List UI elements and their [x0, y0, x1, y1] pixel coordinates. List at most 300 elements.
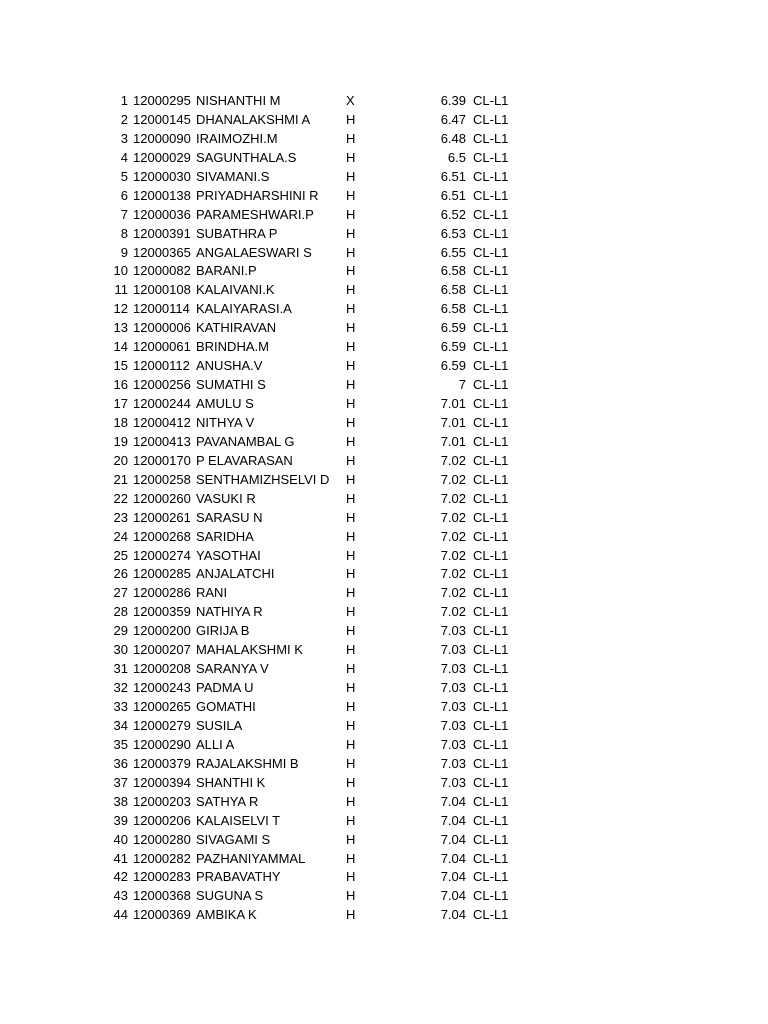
id-cell: 12000207: [133, 642, 191, 658]
score-cell: 7.04: [440, 793, 466, 809]
id-cell: 12000256: [133, 377, 191, 393]
serial-number-cell: 11: [114, 282, 128, 298]
level-cell: CL-L1: [473, 831, 509, 847]
score-cell: 7.02: [440, 528, 466, 544]
id-cell: 12000268: [133, 528, 191, 544]
serial-number-cell: 19: [113, 433, 128, 449]
category-cell: H: [346, 130, 356, 146]
name-cell: SARIDHA: [196, 528, 254, 544]
level-cell: CL-L1: [473, 358, 509, 374]
id-cell: 12000036: [133, 206, 191, 222]
score-cell: 7.01: [440, 414, 466, 430]
table-row: [0, 793, 768, 812]
level-cell: CL-L1: [473, 168, 509, 184]
level-cell: CL-L1: [473, 604, 509, 620]
category-cell: H: [346, 433, 356, 449]
serial-number-cell: 1: [120, 93, 128, 108]
category-cell: H: [346, 831, 356, 847]
level-cell: CL-L1: [473, 471, 509, 487]
category-cell: H: [346, 812, 356, 828]
score-cell: 7.04: [440, 831, 466, 847]
table-row: [0, 755, 768, 774]
category-cell: H: [346, 717, 356, 733]
level-cell: CL-L1: [473, 225, 509, 241]
category-cell: H: [346, 490, 356, 506]
table-row: [0, 319, 768, 338]
serial-number-cell: 42: [113, 869, 128, 885]
name-cell: SUBATHRA P: [196, 225, 278, 241]
id-cell: 12000258: [133, 471, 191, 487]
level-cell: CL-L1: [473, 396, 509, 411]
level-cell: CL-L1: [473, 377, 509, 393]
score-cell: 7.03: [440, 661, 466, 677]
id-cell: 12000261: [133, 509, 191, 525]
level-cell: CL-L1: [473, 774, 509, 790]
serial-number-cell: 2: [120, 111, 128, 127]
serial-number-cell: 9: [120, 244, 128, 260]
score-cell: 6.39: [440, 93, 466, 108]
serial-number-cell: 6: [120, 187, 128, 203]
score-cell: 7.04: [440, 907, 466, 923]
serial-number-cell: 16: [113, 377, 128, 393]
name-cell: RAJALAKSHMI B: [196, 755, 299, 771]
table-row: [0, 679, 768, 698]
category-cell: H: [346, 225, 356, 241]
name-cell: BRINDHA.M: [196, 339, 269, 355]
id-cell: 12000244: [133, 396, 191, 411]
category-cell: H: [346, 206, 356, 222]
name-cell: GIRIJA B: [196, 623, 250, 639]
name-cell: ANGALAESWARI S: [196, 244, 312, 260]
level-cell: CL-L1: [473, 320, 509, 336]
score-cell: 6.58: [440, 301, 466, 317]
table-row: [0, 528, 768, 547]
serial-number-cell: 26: [113, 566, 128, 582]
table-row: [0, 831, 768, 850]
score-cell: 6.59: [440, 358, 466, 374]
name-cell: VASUKI R: [196, 490, 256, 506]
id-cell: 12000029: [133, 149, 191, 165]
level-cell: CL-L1: [473, 547, 509, 563]
category-cell: H: [346, 396, 356, 411]
category-cell: H: [346, 149, 356, 165]
serial-number-cell: 8: [120, 225, 128, 241]
table-row: [0, 206, 768, 225]
name-cell: NITHYA V: [196, 414, 255, 430]
table-row: [0, 300, 768, 319]
id-cell: 12000200: [133, 623, 191, 639]
category-cell: H: [346, 585, 356, 601]
category-cell: H: [346, 888, 356, 904]
level-cell: CL-L1: [473, 812, 509, 828]
id-cell: 12000379: [133, 755, 191, 771]
table-row: [0, 452, 768, 471]
serial-number-cell: 36: [113, 755, 128, 771]
name-cell: NISHANTHI M: [196, 93, 281, 108]
id-cell: 12000208: [133, 661, 191, 677]
serial-number-cell: 24: [113, 528, 128, 544]
serial-number-cell: 3: [120, 130, 128, 146]
level-cell: CL-L1: [473, 869, 509, 885]
id-cell: 12000145: [133, 111, 191, 127]
id-cell: 12000170: [133, 452, 191, 468]
level-cell: CL-L1: [473, 528, 509, 544]
name-cell: AMULU S: [196, 396, 254, 411]
name-cell: ANJALATCHI: [196, 566, 275, 582]
category-cell: H: [346, 452, 356, 468]
name-cell: SUGUNA S: [196, 888, 264, 904]
score-cell: 6.51: [440, 187, 466, 203]
serial-number-cell: 4: [120, 149, 128, 165]
id-cell: 12000082: [133, 263, 191, 279]
id-cell: 12000280: [133, 831, 191, 847]
id-cell: 12000413: [133, 433, 191, 449]
id-cell: 12000206: [133, 812, 191, 828]
category-cell: H: [346, 642, 356, 658]
score-cell: 7.02: [440, 585, 466, 601]
table-row: [0, 376, 768, 395]
score-cell: 7.02: [440, 604, 466, 620]
score-cell: 6.59: [440, 320, 466, 336]
level-cell: CL-L1: [473, 850, 509, 866]
score-cell: 7.02: [440, 547, 466, 563]
score-cell: 6.59: [440, 339, 466, 355]
serial-number-cell: 29: [113, 623, 128, 639]
category-cell: H: [346, 320, 356, 336]
score-cell: 6.51: [440, 168, 466, 184]
level-cell: CL-L1: [473, 301, 509, 317]
level-cell: CL-L1: [473, 282, 509, 298]
score-cell: 7.04: [440, 869, 466, 885]
category-cell: H: [346, 793, 356, 809]
name-cell: P ELAVARASAN: [196, 452, 293, 468]
name-cell: KATHIRAVAN: [196, 320, 277, 336]
level-cell: CL-L1: [473, 566, 509, 582]
score-cell: 6.55: [440, 244, 466, 260]
serial-number-cell: 22: [113, 490, 128, 506]
category-cell: H: [346, 850, 356, 866]
level-cell: CL-L1: [473, 699, 509, 714]
table-row: [0, 584, 768, 603]
score-cell: 7.03: [440, 774, 466, 790]
serial-number-cell: 38: [113, 793, 128, 809]
score-cell: 7.02: [440, 566, 466, 582]
id-cell: 12000290: [133, 736, 191, 752]
serial-number-cell: 40: [113, 831, 128, 847]
score-cell: 7.03: [440, 699, 466, 714]
serial-number-cell: 33: [113, 699, 128, 714]
category-cell: H: [346, 699, 356, 714]
level-cell: CL-L1: [473, 130, 509, 146]
serial-number-cell: 30: [113, 642, 128, 658]
category-cell: H: [346, 339, 356, 355]
score-cell: 7.01: [440, 396, 466, 411]
name-cell: IRAIMOZHI.M: [196, 130, 278, 146]
id-cell: 12000391: [133, 225, 191, 241]
table-row: [0, 92, 768, 111]
score-cell: 6.58: [440, 282, 466, 298]
name-cell: PRIYADHARSHINI R: [196, 187, 319, 203]
serial-number-cell: 43: [113, 888, 128, 904]
level-cell: CL-L1: [473, 661, 509, 677]
category-cell: H: [346, 774, 356, 790]
name-cell: PAZHANIYAMMAL: [196, 850, 306, 866]
category-cell: H: [346, 604, 356, 620]
level-cell: CL-L1: [473, 414, 509, 430]
category-cell: H: [346, 187, 356, 203]
id-cell: 12000114: [133, 301, 190, 317]
id-cell: 12000112: [133, 358, 190, 374]
name-cell: SHANTHI K: [196, 774, 266, 790]
table-row: [0, 225, 768, 244]
table-row: [0, 357, 768, 376]
table-row: [0, 887, 768, 906]
level-cell: CL-L1: [473, 623, 509, 639]
category-cell: H: [346, 907, 356, 923]
table-row: [0, 717, 768, 736]
table-row: [0, 812, 768, 831]
score-cell: 7.02: [440, 471, 466, 487]
category-cell: H: [346, 736, 356, 752]
score-cell: 6.48: [440, 130, 466, 146]
data-table: [0, 92, 768, 925]
table-row: [0, 414, 768, 433]
name-cell: KALAISELVI T: [196, 812, 281, 828]
id-cell: 12000412: [133, 414, 191, 430]
serial-number-cell: 34: [113, 717, 128, 733]
level-cell: CL-L1: [473, 263, 509, 279]
serial-number-cell: 41: [113, 850, 128, 866]
id-cell: 12000006: [133, 320, 191, 336]
category-cell: H: [346, 869, 356, 885]
score-cell: 7.04: [440, 812, 466, 828]
score-cell: 7.03: [440, 680, 466, 696]
name-cell: SUMATHI S: [196, 377, 266, 393]
serial-number-cell: 15: [113, 358, 128, 374]
table-row: [0, 565, 768, 584]
level-cell: CL-L1: [473, 736, 509, 752]
serial-number-cell: 39: [113, 812, 128, 828]
serial-number-cell: 12: [113, 301, 128, 317]
name-cell: PAVANAMBAL G: [196, 433, 295, 449]
serial-number-cell: 7: [120, 206, 128, 222]
level-cell: CL-L1: [473, 793, 509, 809]
table-row: [0, 471, 768, 490]
id-cell: 12000285: [133, 566, 191, 582]
level-cell: CL-L1: [473, 642, 509, 658]
table-row: [0, 660, 768, 679]
name-cell: SIVAMANI.S: [196, 168, 270, 184]
name-cell: KALAIYARASI.A: [196, 301, 292, 317]
level-cell: CL-L1: [473, 93, 509, 108]
score-cell: 6.47: [440, 111, 466, 127]
name-cell: KALAIVANI.K: [196, 282, 275, 298]
category-cell: H: [346, 528, 356, 544]
id-cell: 12000368: [133, 888, 191, 904]
id-cell: 12000394: [133, 774, 191, 790]
name-cell: SENTHAMIZHSELVI D: [196, 471, 330, 487]
category-cell: H: [346, 509, 356, 525]
serial-number-cell: 21: [113, 471, 128, 487]
serial-number-cell: 44: [113, 907, 128, 923]
level-cell: CL-L1: [473, 490, 509, 506]
serial-number-cell: 27: [113, 585, 128, 601]
id-cell: 12000283: [133, 869, 191, 885]
name-cell: GOMATHI: [196, 699, 256, 714]
category-cell: H: [346, 377, 356, 393]
id-cell: 12000295: [133, 93, 191, 108]
score-cell: 7.03: [440, 717, 466, 733]
serial-number-cell: 37: [113, 774, 128, 790]
category-cell: H: [346, 680, 356, 696]
score-cell: 7.02: [440, 452, 466, 468]
score-cell: 7.01: [440, 433, 466, 449]
id-cell: 12000274: [133, 547, 191, 563]
level-cell: CL-L1: [473, 433, 509, 449]
table-row: [0, 906, 768, 925]
table-row: [0, 262, 768, 281]
category-cell: H: [346, 547, 356, 563]
table-row: [0, 774, 768, 793]
serial-number-cell: 35: [113, 736, 128, 752]
name-cell: SATHYA R: [196, 793, 259, 809]
level-cell: CL-L1: [473, 111, 509, 127]
name-cell: AMBIKA K: [196, 907, 257, 923]
category-cell: H: [346, 661, 356, 677]
score-cell: 6.58: [440, 263, 466, 279]
id-cell: 12000260: [133, 490, 191, 506]
table-row: [0, 736, 768, 755]
table-row: [0, 168, 768, 187]
score-cell: 7.04: [440, 888, 466, 904]
name-cell: DHANALAKSHMI A: [196, 111, 311, 127]
score-cell: 7.03: [440, 642, 466, 658]
serial-number-cell: 13: [113, 320, 128, 336]
serial-number-cell: 18: [113, 414, 128, 430]
serial-number-cell: 32: [113, 680, 128, 696]
name-cell: SARASU N: [196, 509, 263, 525]
name-cell: NATHIYA R: [196, 604, 263, 620]
id-cell: 12000279: [133, 717, 191, 733]
level-cell: CL-L1: [473, 244, 509, 260]
name-cell: BARANI.P: [196, 263, 257, 279]
category-cell: H: [346, 623, 356, 639]
table-row: [0, 698, 768, 717]
level-cell: CL-L1: [473, 907, 509, 923]
level-cell: CL-L1: [473, 149, 509, 165]
score-cell: 7.03: [440, 755, 466, 771]
level-cell: CL-L1: [473, 888, 509, 904]
serial-number-cell: 23: [113, 509, 128, 525]
score-cell: 7.03: [440, 736, 466, 752]
id-cell: 12000286: [133, 585, 191, 601]
name-cell: ANUSHA.V: [196, 358, 263, 374]
table-row: [0, 338, 768, 357]
category-cell: H: [346, 282, 356, 298]
name-cell: SARANYA V: [196, 661, 269, 677]
name-cell: PRABAVATHY: [196, 869, 281, 885]
id-cell: 12000030: [133, 168, 191, 184]
id-cell: 12000061: [133, 339, 191, 355]
category-cell: H: [346, 414, 356, 430]
id-cell: 12000138: [133, 187, 191, 203]
id-cell: 12000265: [133, 699, 191, 714]
table-row: [0, 868, 768, 887]
table-row: [0, 130, 768, 149]
table-row: [0, 603, 768, 622]
id-cell: 12000203: [133, 793, 191, 809]
level-cell: CL-L1: [473, 680, 509, 696]
level-cell: CL-L1: [473, 206, 509, 222]
level-cell: CL-L1: [473, 339, 509, 355]
id-cell: 12000359: [133, 604, 191, 620]
table-row: [0, 111, 768, 130]
serial-number-cell: 31: [113, 661, 128, 677]
score-cell: 6.53: [440, 225, 466, 241]
level-cell: CL-L1: [473, 585, 509, 601]
table-row: [0, 244, 768, 263]
table-row: [0, 281, 768, 300]
serial-number-cell: 5: [120, 168, 128, 184]
name-cell: PARAMESHWARI.P: [196, 206, 314, 222]
score-cell: 7.03: [440, 623, 466, 639]
name-cell: SAGUNTHALA.S: [196, 149, 297, 165]
id-cell: 12000090: [133, 130, 191, 146]
table-row: [0, 641, 768, 660]
level-cell: CL-L1: [473, 187, 509, 203]
name-cell: PADMA U: [196, 680, 254, 696]
id-cell: 12000243: [133, 680, 191, 696]
id-cell: 12000108: [133, 282, 191, 298]
level-cell: CL-L1: [473, 452, 509, 468]
category-cell: H: [346, 168, 356, 184]
table-row: [0, 850, 768, 869]
score-cell: 7.02: [440, 509, 466, 525]
category-cell: H: [346, 244, 356, 260]
table-row: [0, 509, 768, 528]
score-cell: 6.5: [447, 149, 466, 165]
name-cell: MAHALAKSHMI K: [196, 642, 303, 658]
serial-number-cell: 20: [113, 452, 128, 468]
table-row: [0, 433, 768, 452]
name-cell: YASOTHAI: [196, 547, 261, 563]
table-row: [0, 187, 768, 206]
category-cell: H: [346, 111, 356, 127]
level-cell: CL-L1: [473, 717, 509, 733]
serial-number-cell: 17: [113, 396, 128, 411]
category-cell: H: [346, 566, 356, 582]
level-cell: CL-L1: [473, 509, 509, 525]
category-cell: H: [346, 471, 356, 487]
score-cell: 6.52: [440, 206, 466, 222]
serial-number-cell: 28: [113, 604, 128, 620]
name-cell: SUSILA: [196, 717, 243, 733]
name-cell: SIVAGAMI S: [196, 831, 271, 847]
score-cell: 7: [458, 377, 466, 393]
score-cell: 7.02: [440, 490, 466, 506]
name-cell: ALLI A: [196, 736, 235, 752]
score-cell: 7.04: [440, 850, 466, 866]
id-cell: 12000282: [133, 850, 191, 866]
category-cell: H: [346, 263, 356, 279]
serial-number-cell: 10: [113, 263, 128, 279]
table-row: [0, 395, 768, 414]
name-cell: RANI: [196, 585, 228, 601]
serial-number-cell: 25: [113, 547, 128, 563]
category-cell: X: [346, 93, 355, 108]
serial-number-cell: 14: [113, 339, 128, 355]
category-cell: H: [346, 358, 356, 374]
